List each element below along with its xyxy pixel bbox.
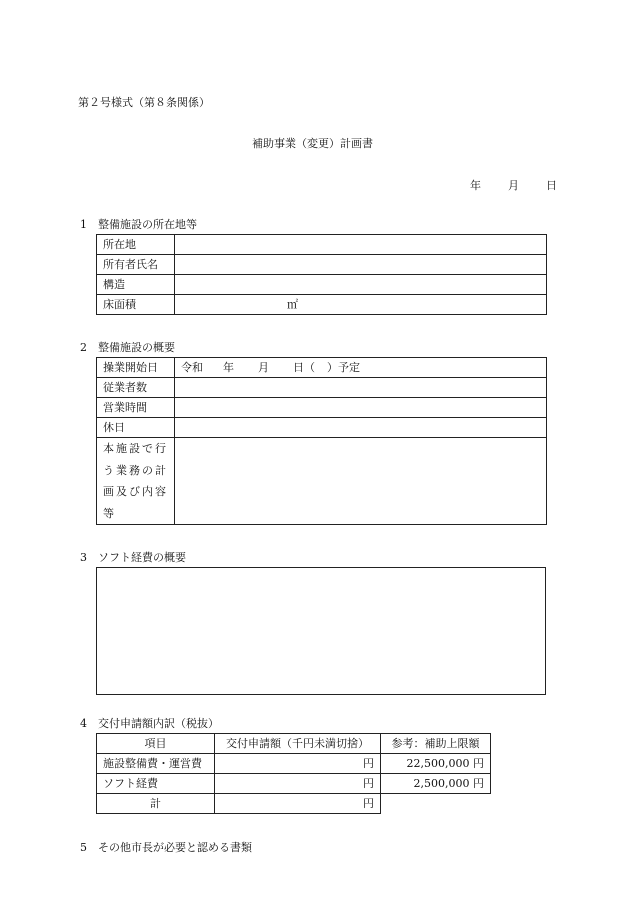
location-table xyxy=(96,234,547,315)
section5-heading: 5 その他市長が必要と認める書類 xyxy=(80,841,252,854)
table-row xyxy=(97,295,547,315)
limit-cell: 22,500,000 円 xyxy=(381,754,491,774)
start-date-input[interactable] xyxy=(175,358,547,378)
table-row xyxy=(97,438,547,525)
date-day-label: 日 xyxy=(546,179,557,192)
row-label: 従業者数 xyxy=(97,378,175,398)
row-label: 所在地 xyxy=(97,235,175,255)
table-row xyxy=(97,418,547,438)
business-plan-input[interactable] xyxy=(175,438,547,525)
employees-input[interactable] xyxy=(175,378,547,398)
row-label: 床面積 xyxy=(97,295,175,315)
holidays-input[interactable] xyxy=(175,418,547,438)
section1-heading: 1 整備施設の所在地等 xyxy=(80,218,197,231)
item-cell: 施設整備費・運営費 xyxy=(97,754,215,774)
facility-overview-table xyxy=(96,357,547,525)
row-label: 本施設で行う業務の計画及び内容等 xyxy=(97,438,175,525)
date-year-label: 年 xyxy=(470,179,481,192)
amount-input[interactable]: 円 xyxy=(215,754,381,774)
table-row xyxy=(97,255,547,275)
column-header: 参考：補助上限額 xyxy=(381,734,491,754)
row-label: 休日 xyxy=(97,418,175,438)
table-row xyxy=(97,235,547,255)
year-label: 年 xyxy=(223,360,234,374)
table-row xyxy=(97,794,491,814)
section2-heading: 2 整備施設の概要 xyxy=(80,341,175,354)
structure-input[interactable] xyxy=(175,275,547,295)
total-amount-input[interactable]: 円 xyxy=(215,794,381,814)
column-header: 項目 xyxy=(97,734,215,754)
limit-cell: 2,500,000 円 xyxy=(381,774,491,794)
column-header: 交付申請額（千円未満切捨） xyxy=(215,734,381,754)
page-title: 補助事業（変更）計画書 xyxy=(252,137,373,150)
business-hours-input[interactable] xyxy=(175,398,547,418)
table-row xyxy=(97,398,547,418)
owner-name-input[interactable] xyxy=(175,255,547,275)
table-row xyxy=(97,774,491,794)
era-label: 令和 xyxy=(181,360,203,374)
day-label: 日（ xyxy=(293,360,315,374)
amount-input[interactable]: 円 xyxy=(215,774,381,794)
table-row xyxy=(97,275,547,295)
row-label: 所有者氏名 xyxy=(97,255,175,275)
empty-cell xyxy=(381,794,491,814)
item-cell: 計 xyxy=(97,794,215,814)
form-number: 第２号様式（第８条関係） xyxy=(78,96,210,109)
date-line xyxy=(470,179,557,192)
location-input[interactable] xyxy=(175,235,547,255)
section4-heading: 4 交付申請額内訳（税抜） xyxy=(80,717,219,730)
planned-label: ）予定 xyxy=(327,360,360,374)
date-month-label: 月 xyxy=(508,179,519,192)
row-label: 営業時間 xyxy=(97,398,175,418)
table-row xyxy=(97,754,491,774)
row-label: 構造 xyxy=(97,275,175,295)
grant-breakdown-table xyxy=(96,733,491,814)
table-row xyxy=(97,378,547,398)
area-unit: ㎡ xyxy=(287,297,298,311)
row-label: 操業開始日 xyxy=(97,358,175,378)
table-row xyxy=(97,358,547,378)
floor-area-input[interactable] xyxy=(175,295,547,315)
month-label: 月 xyxy=(258,360,269,374)
item-cell: ソフト経費 xyxy=(97,774,215,794)
soft-cost-overview-box[interactable] xyxy=(96,567,546,695)
section3-heading: 3 ソフト経費の概要 xyxy=(80,551,186,564)
table-header-row xyxy=(97,734,491,754)
